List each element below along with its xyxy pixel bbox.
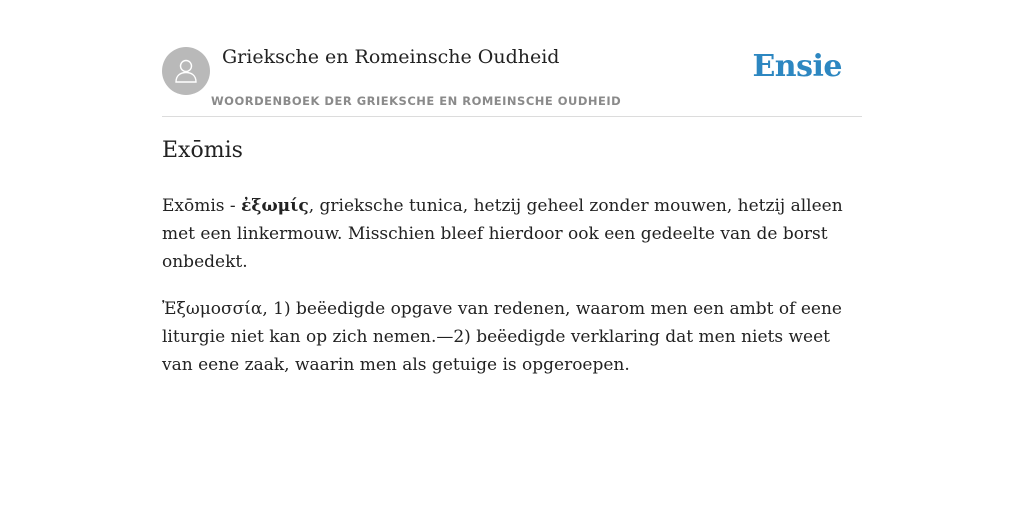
- page-container: [162, 0, 862, 375]
- book-header: [162, 0, 862, 117]
- ensie-logo[interactable]: Ensie: [752, 49, 842, 84]
- paragraph-1-rest: , grieksche tunica, hetzij geheel zonder mouwen, hetzij alleen met een linkermouw. Misschien bleef hierdoor ook een gedeelte van de borst onbedekt.: [162, 196, 843, 272]
- book-avatar[interactable]: [162, 47, 210, 95]
- paragraph-1-lead: Exōmis -: [162, 196, 242, 216]
- person-icon: [171, 56, 201, 86]
- greek-term: ἐξωμίς: [241, 196, 309, 216]
- entry-paragraph-2: Ἐξωμοσσία, 1) beëedigde opgave van redenen, waarom men een ambt of eene liturgie niet kan op zich nemen.—2) beëedigde verklaring dat men niets weet van eene zaak, waarin men als getuige is opgeroepen.: [162, 299, 842, 375]
- book-title-link[interactable]: Grieksche en Romeinsche Oudheid: [222, 46, 560, 68]
- entry-paragraph-1: [162, 192, 862, 276]
- entry-title: Exōmis: [162, 138, 243, 163]
- book-subtitle: WOORDENBOEK DER GRIEKSCHE EN ROMEINSCHE OUDHEID: [211, 94, 622, 108]
